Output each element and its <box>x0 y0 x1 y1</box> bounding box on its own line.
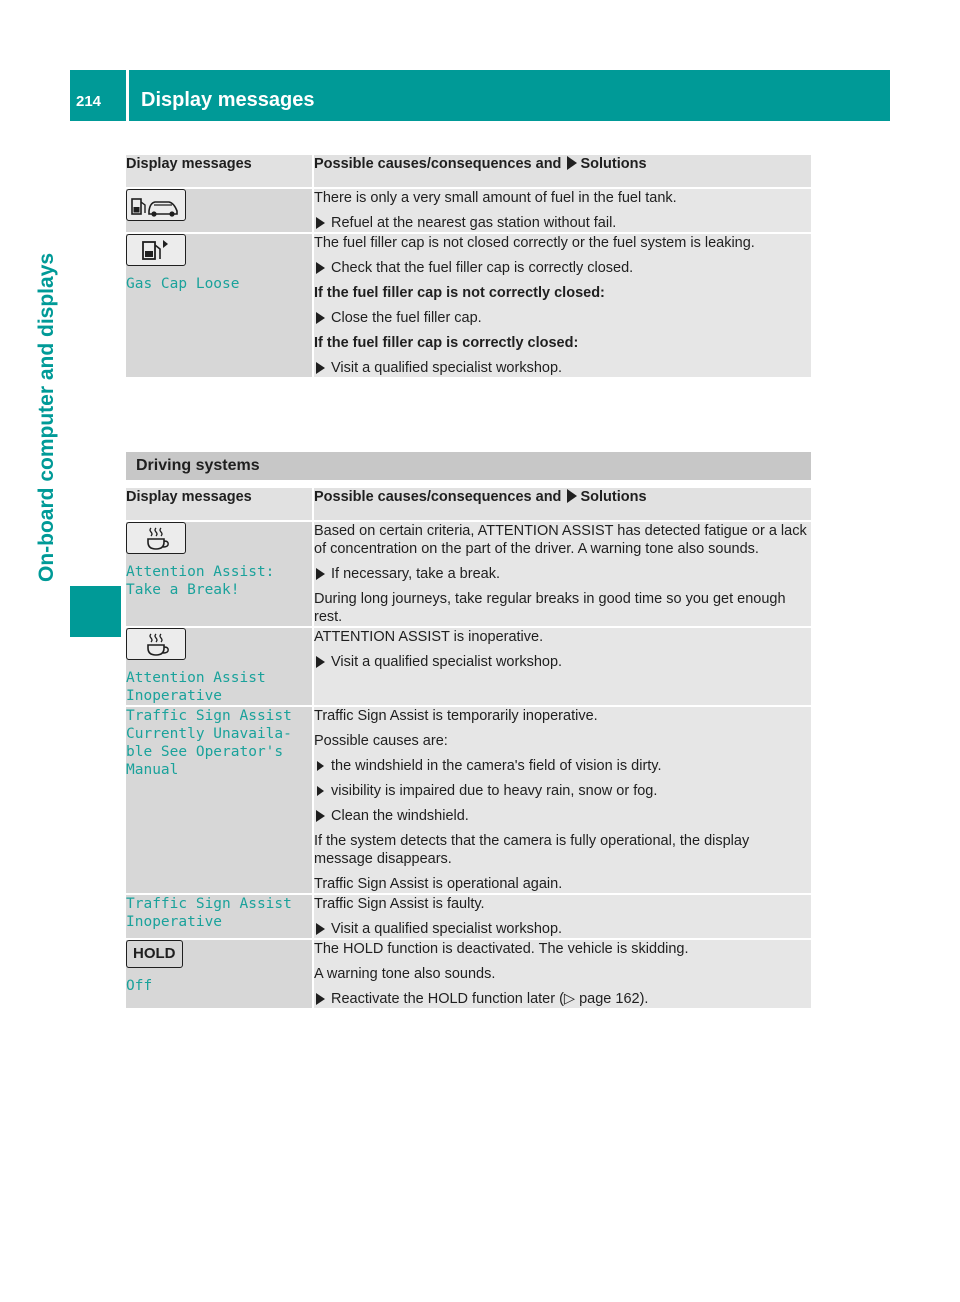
page-title: Display messages <box>141 89 315 111</box>
side-tab-marker <box>70 586 121 637</box>
display-message-text: Gas Cap Loose <box>126 276 240 292</box>
table-row <box>126 233 811 378</box>
condition-heading: If the fuel filler cap is correctly closed: <box>314 335 579 351</box>
message-cell <box>126 894 313 939</box>
solution-cell <box>313 521 811 627</box>
cause-text: The fuel filler cap is not closed correctly or the fuel system is leaking. <box>314 235 755 251</box>
cause-text: Traffic Sign Assist is faulty. <box>314 896 485 912</box>
fuel-messages-table <box>126 155 811 379</box>
coffee-cup-icon <box>126 522 186 554</box>
column-header-solutions-label: Solutions <box>580 489 647 505</box>
cause-bullet: visibility is impaired due to heavy rain, snow or fog. <box>314 782 811 800</box>
table-row <box>126 939 811 1009</box>
section-heading <box>126 452 811 480</box>
solution-step: Visit a qualified specialist workshop. <box>314 653 811 671</box>
page-number: 214 <box>76 93 102 110</box>
cause-text: During long journeys, take regular breaks in good time so you get enough rest. <box>314 591 786 625</box>
section-title: Driving systems <box>136 457 260 474</box>
cause-text: Possible causes are: <box>314 733 448 749</box>
cause-text: A warning tone also sounds. <box>314 966 496 982</box>
column-header-causes-solutions <box>313 155 811 188</box>
solution-step: Visit a qualified specialist workshop. <box>314 920 811 938</box>
header-divider <box>126 70 129 121</box>
column-header-causes-label: Possible causes/consequences and <box>314 156 562 172</box>
display-message-text: Traffic Sign Assist Inoperative <box>126 896 292 930</box>
column-header-display-messages: Display messages <box>126 155 313 188</box>
table-row <box>126 188 811 233</box>
display-message-text: Attention Assist: Take a Break! <box>126 564 275 598</box>
message-cell <box>126 233 313 378</box>
driving-systems-table <box>126 488 811 1010</box>
cause-text: Based on certain criteria, ATTENTION ASSIST has detected fatigue or a lack of concentration on the part of the driver. A warning tone also sounds. <box>314 523 807 557</box>
cause-text: If the system detects that the camera is fully operational, the display message disappears. <box>314 833 750 867</box>
display-message-text: Off <box>126 978 153 994</box>
table-row <box>126 627 811 706</box>
solution-step: Check that the fuel filler cap is correctly closed. <box>314 259 811 277</box>
cause-text: Traffic Sign Assist is operational again. <box>314 876 563 892</box>
display-message-text: Attention Assist Inoperative <box>126 670 266 704</box>
solution-step: Refuel at the nearest gas station without fail. <box>314 214 811 232</box>
solution-cell <box>313 627 811 706</box>
fuel-cap-icon <box>126 234 186 266</box>
hold-icon: HOLD <box>126 940 183 968</box>
solution-step: Close the fuel filler cap. <box>314 309 811 327</box>
column-header-display-messages: Display messages <box>126 488 313 521</box>
table-header-row <box>126 155 811 188</box>
cause-text: Traffic Sign Assist is temporarily inoperative. <box>314 708 598 724</box>
fuel-reserve-car-icon <box>126 189 186 221</box>
column-header-causes-solutions <box>313 488 811 521</box>
cause-text: ATTENTION ASSIST is inoperative. <box>314 629 544 645</box>
solution-step: Clean the windshield. <box>314 807 811 825</box>
cause-bullet: the windshield in the camera's field of vision is dirty. <box>314 757 811 775</box>
message-cell <box>126 627 313 706</box>
column-header-causes-label: Possible causes/consequences and <box>314 489 562 505</box>
solution-arrow-icon <box>567 156 577 170</box>
message-cell <box>126 706 313 894</box>
column-header-solutions-label: Solutions <box>580 156 647 172</box>
message-cell <box>126 939 313 1009</box>
message-cell <box>126 521 313 627</box>
table-row <box>126 521 811 627</box>
condition-heading: If the fuel filler cap is not correctly closed: <box>314 285 605 301</box>
cause-text: The HOLD function is deactivated. The vehicle is skidding. <box>314 941 689 957</box>
table-row <box>126 894 811 939</box>
solution-cell <box>313 894 811 939</box>
solution-cell <box>313 188 811 233</box>
coffee-cup-icon <box>126 628 186 660</box>
side-tab-label: On-board computer and displays <box>35 252 58 582</box>
solution-cell <box>313 233 811 378</box>
table-header-row <box>126 488 811 521</box>
table-row <box>126 706 811 894</box>
solution-arrow-icon <box>567 489 577 503</box>
solution-step: If necessary, take a break. <box>314 565 811 583</box>
solution-step: Visit a qualified specialist workshop. <box>314 359 811 377</box>
message-cell <box>126 188 313 233</box>
solution-step: Reactivate the HOLD function later (▷ page 162). <box>314 990 811 1008</box>
solution-cell <box>313 939 811 1009</box>
display-message-text: Traffic Sign Assist Currently Unavaila‐ ble See Operator's Manual <box>126 708 292 778</box>
cause-text: There is only a very small amount of fuel in the fuel tank. <box>314 190 677 206</box>
solution-cell <box>313 706 811 894</box>
